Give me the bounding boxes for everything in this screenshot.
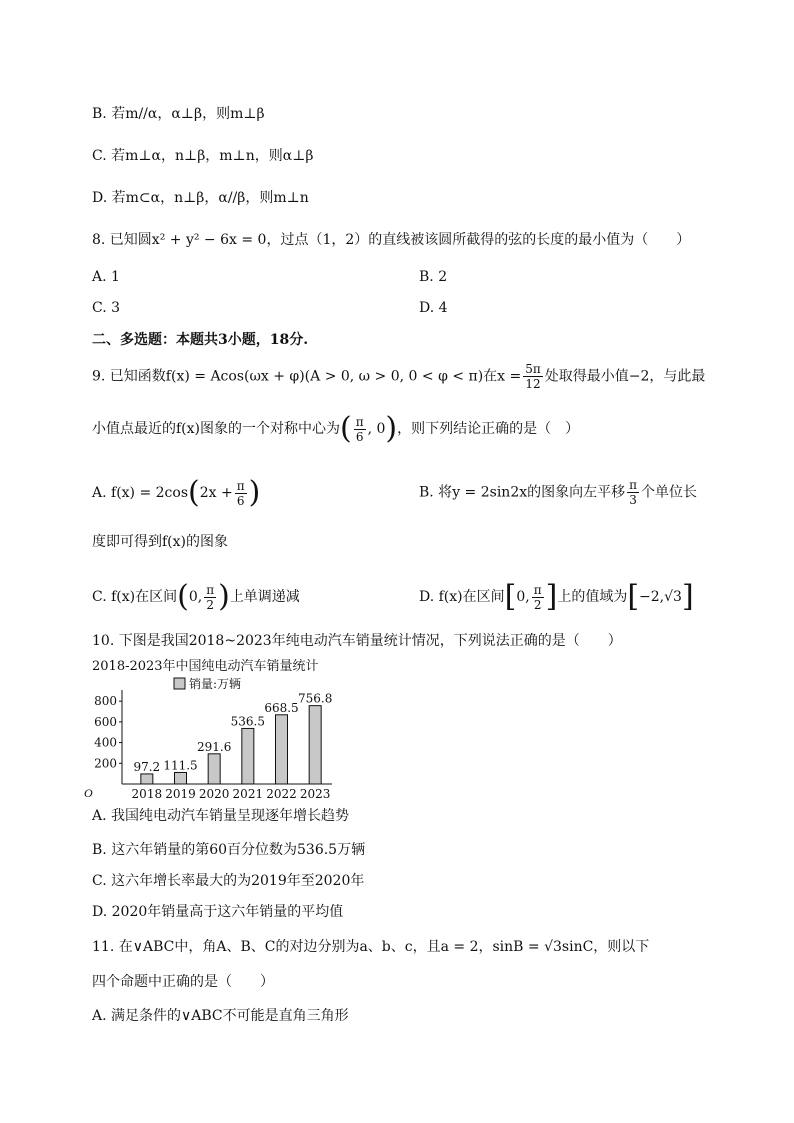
paren-right: )	[248, 475, 261, 510]
fraction-den: 12	[525, 377, 541, 391]
q7-option-c: C. 若m⊥α，n⊥β，m⊥n，则α⊥β	[92, 148, 314, 164]
q9-center-fraction	[354, 415, 366, 444]
origin-label: O	[84, 786, 93, 800]
q10-option-b: B. 这六年销量的第60百分位数为536.5万辆	[92, 842, 366, 858]
fraction-num: π	[236, 478, 245, 493]
fraction-num: π	[629, 478, 638, 492]
q10-stem: 10. 下图是我国2018~2023年纯电动汽车销量统计情况，下列说法正确的是（ ）	[92, 633, 622, 649]
fraction-den: 6	[236, 493, 245, 508]
bar-value-label: 756.8	[297, 691, 333, 706]
q9-a-text: A. f(x) = 2cos	[92, 485, 189, 501]
bar-2020	[208, 754, 220, 784]
x-tick-label: 2020	[198, 787, 230, 801]
q9-stem2-b: ，则下列结论正确的是（ ）	[397, 421, 580, 437]
paren-left: (	[340, 411, 352, 446]
q9-stem-line2	[92, 411, 580, 446]
q8-option-a: A. 1	[92, 269, 120, 285]
q9-d-fraction	[532, 583, 544, 612]
q9-c-interval: 0,	[188, 589, 203, 605]
q8-option-c: C. 3	[92, 300, 121, 316]
x-tick-label: 2021	[232, 787, 264, 801]
q10-option-d: D. 2020年销量高于这六年销量的平均值	[92, 904, 344, 920]
fraction-num: 5π	[525, 362, 541, 376]
bar-value-label: 111.5	[163, 758, 198, 773]
q11-stem-line1: 11. 在∨ABC中，角A、B、C的对边分别为a、b、c，且a = 2，sinB = √3sinC，则以下	[92, 939, 650, 955]
y-tick-label: 400	[94, 735, 117, 750]
y-tick-label: 800	[94, 694, 117, 709]
q9-option-b-continued: 度即可得到f(x)的图象	[92, 534, 229, 550]
q8-option-b: B. 2	[419, 269, 448, 285]
q9-c-text: C. f(x)在区间	[92, 589, 178, 605]
q9-stem2-a: 小值点最近的f(x)图象的一个对称中心为	[92, 421, 340, 437]
bar-2023	[309, 706, 321, 784]
q9-d-tail: 上的值域为	[557, 589, 628, 605]
q9-d-text: D. f(x)在区间	[419, 589, 505, 605]
q8-option-d: D. 4	[419, 300, 448, 316]
q9-a-fraction	[235, 479, 247, 508]
paren-left: (	[177, 579, 189, 614]
q9-b-fraction	[627, 478, 639, 507]
q9-option-c	[92, 579, 300, 614]
q11-option-a: A. 满足条件的∨ABC不可能是直角三角形	[92, 1008, 349, 1024]
q7-option-b: B. 若m//α，α⊥β，则m⊥β	[92, 106, 265, 122]
x-tick-label: 2022	[266, 787, 297, 801]
legend-label: 销量:万辆	[189, 677, 242, 691]
bracket-left: [	[627, 579, 640, 614]
fraction-num: π	[355, 414, 364, 429]
y-tick-label: 200	[94, 756, 117, 771]
fraction-num: π	[533, 582, 542, 597]
bar-value-label: 668.5	[264, 700, 299, 715]
q9-c-fraction	[204, 583, 216, 612]
bracket-left: [	[504, 579, 517, 614]
fraction-den: 2	[206, 597, 214, 612]
q10-option-a: A. 我国纯电动汽车销量呈现逐年增长趋势	[92, 808, 350, 824]
fraction-den: 2	[533, 597, 542, 612]
x-tick-label: 2019	[165, 787, 196, 801]
chart-bars	[133, 692, 332, 784]
q9-d-range: −2,√3	[639, 589, 682, 605]
q9-option-b	[419, 478, 697, 507]
chart-title: 2018-2023年中国纯电动汽车销量统计	[92, 659, 319, 674]
q9-stem-line1	[92, 362, 705, 391]
q7-option-d: D. 若m⊂α，n⊥β，α//β，则m⊥n	[92, 190, 309, 206]
bracket-right: ]	[545, 579, 558, 614]
paren-right: )	[385, 411, 398, 446]
q9-d-interval: 0,	[516, 589, 530, 605]
q9-stem1-fraction	[523, 362, 543, 391]
q9-stem1-b: 处取得最小值−2，与此最	[544, 368, 706, 385]
q9-c-tail: 上单调递减	[229, 589, 300, 605]
bar-value-label: 291.6	[196, 739, 232, 754]
q10-option-c: C. 这六年增长率最大的为2019年至2020年	[92, 873, 365, 889]
fraction-den: 3	[629, 493, 637, 507]
paren-left: (	[188, 475, 200, 510]
bracket-right: ]	[681, 579, 694, 614]
q9-option-a	[92, 475, 261, 510]
bar-2018	[141, 774, 153, 784]
fraction-den: 6	[355, 429, 364, 444]
legend-swatch	[174, 678, 185, 689]
x-tick-label: 2023	[299, 787, 331, 801]
x-tick-label: 2018	[131, 787, 163, 801]
bar-2022	[276, 715, 288, 784]
bar-value-label: 536.5	[230, 714, 266, 729]
bar-2021	[242, 728, 254, 784]
y-tick-label: 600	[94, 714, 117, 729]
q9-b-tail: 个单位长	[641, 484, 698, 501]
bar-value-label: 97.2	[133, 759, 161, 774]
q9-option-d	[419, 579, 694, 614]
bar-2019	[175, 772, 187, 784]
q11-stem-line2: 四个命题中正确的是（ ）	[92, 974, 274, 990]
section-heading: 二、多选题：本题共3小题，18分.	[92, 332, 309, 348]
paren-right: )	[218, 579, 230, 614]
sales-bar-chart	[84, 656, 342, 804]
q9-stem1-a: 9. 已知函数f(x) = Acos(ωx + φ)(A > 0, ω > 0, 0 < φ < π)在x =	[92, 368, 522, 385]
q8-stem: 8. 已知圆x² + y² − 6x = 0，过点（1，2）的直线被该圆所截得的弦的长度的最小值为（ ）	[92, 232, 691, 248]
q9-center-tail: , 0	[367, 421, 386, 437]
fraction-num: π	[206, 582, 215, 597]
q9-b-text: B. 将y = 2sin2x的图象向左平移	[419, 484, 626, 501]
q9-a-inner: 2x +	[199, 485, 233, 501]
